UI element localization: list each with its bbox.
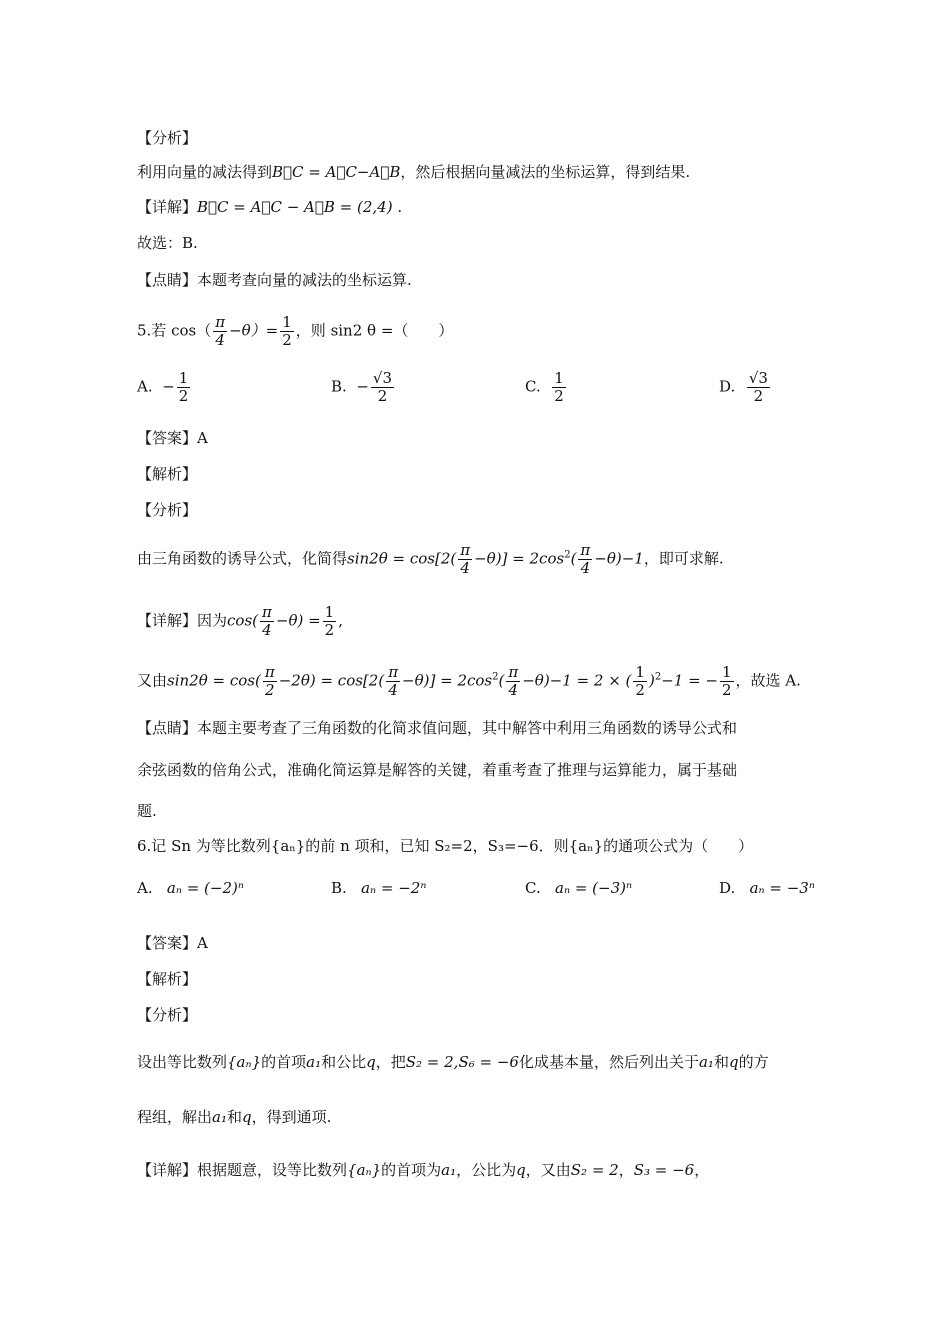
q6-detail	[137, 1160, 709, 1180]
q5-derivation-f5: )	[648, 671, 655, 690]
q6-xj-head: 【详解】	[137, 1161, 198, 1179]
q5-derivation-one-a: 1	[635, 663, 645, 681]
q5-four: 4	[215, 331, 225, 349]
q5-detail-f1: cos(	[227, 611, 259, 630]
q5-derivation-frac-pi2	[263, 664, 277, 699]
q6-option-c[interactable]	[525, 878, 632, 898]
q5-analysis-f4: −θ)−1	[594, 549, 644, 568]
q5-detail-pi: π	[262, 603, 272, 621]
q6-option-b[interactable]	[331, 878, 426, 898]
q5-derivation-sq1: 2	[492, 671, 499, 683]
q4-detail-tail: .	[392, 198, 403, 216]
q6-xj-s2: S₂ = 2	[570, 1161, 619, 1179]
q5-detail-a: 因为	[197, 611, 228, 630]
q6-fx-a1b: a₁	[698, 1053, 714, 1071]
q6-xj-2: 的首项为	[381, 1161, 442, 1179]
q5-detail-four: 4	[262, 621, 272, 639]
q5-detail	[137, 604, 343, 639]
q5-derivation-f1: sin2θ = cos(	[167, 671, 261, 690]
q5-comment-line3: 题.	[137, 802, 157, 820]
q5-option-c-num: 1	[554, 369, 564, 387]
q5-option-d-den: 2	[753, 387, 764, 405]
q5-comment-text1: 本题主要考查了三角函数的化简求值问题，其中解答中利用三角函数的诱导公式和	[197, 719, 738, 737]
q6-fx-s: S₂ = 2,S₆ = −6	[405, 1053, 519, 1071]
q6-fx-l2-a: 程组，解出	[137, 1108, 213, 1126]
q5-derivation-two-c: 2	[721, 681, 732, 699]
q5-pi: π	[215, 313, 226, 331]
q6-xj-s3: S₃ = −6	[633, 1161, 695, 1179]
q5-detail-heading: 【详解】	[137, 611, 198, 630]
q6-fx-qb: q	[728, 1053, 739, 1071]
q4-analysis-text-a: 利用向量的减法得到	[137, 163, 273, 181]
q6-option-c-formula: aₙ = (−3)ⁿ	[555, 879, 633, 897]
q5-derivation-two-a: 2	[265, 681, 275, 699]
q5-stem-frac-pi4	[213, 314, 227, 349]
q5-derivation-a: 又由	[137, 671, 168, 690]
q5-option-c-letter: C.	[525, 377, 541, 396]
q5-analysis-f1: sin2θ = cos[2(	[347, 549, 457, 568]
q5-option-d-frac	[747, 370, 770, 405]
q6-option-a-formula: aₙ = (−2)ⁿ	[166, 879, 244, 897]
q5-comment-line1	[137, 718, 737, 738]
q5-analysis-frac1	[458, 542, 472, 577]
q6-option-a-letter: A.	[137, 879, 153, 897]
q5-option-c[interactable]	[525, 370, 568, 405]
q5-option-a-sign: −	[162, 377, 175, 396]
q5-analysis-b: ，即可求解.	[643, 549, 724, 568]
q5-option-a-num: 1	[178, 369, 189, 387]
q4-choice: 故选：B.	[137, 234, 198, 252]
q5-comment-line2: 余弦函数的倍角公式，准确化简运算是解答的关键，着重考查了推理与运算能力，属于基础	[137, 761, 738, 779]
q6-answer: 【答案】A	[137, 934, 208, 952]
q6-stem: 6.记 Sn 为等比数列{aₙ}的前 n 项和，已知 S₂=2，S₃=−6．则{aₙ}的通项公式为（ ）	[137, 837, 754, 855]
q4-detail-formula: B⃗C = A⃗C − A⃗B = (2,4)	[197, 198, 393, 216]
q5-derivation-sq2: 2	[654, 671, 662, 683]
q5-derivation-frac-pi4a	[386, 664, 400, 699]
q5-stem	[137, 314, 453, 349]
q6-option-c-letter: C.	[525, 879, 541, 897]
q6-fx-a1: a₁	[306, 1053, 322, 1071]
q6-fx-4: ，把	[375, 1053, 406, 1071]
q6-option-b-formula: aₙ = −2ⁿ	[361, 879, 427, 897]
q5-stem-a: 5.若 cos（	[137, 321, 212, 340]
q6-option-b-letter: B.	[331, 879, 347, 897]
q5-option-a[interactable]	[137, 370, 192, 405]
q5-option-d[interactable]	[719, 370, 772, 405]
q6-option-d-letter: D.	[719, 879, 736, 897]
q6-fx-l2-c: ，得到通项.	[251, 1108, 332, 1126]
q5-derivation-pi-a: π	[264, 663, 275, 681]
q4-analysis-text-b: ，然后根据向量减法的坐标运算，得到结果.	[400, 163, 691, 181]
q5-option-b-den: 2	[377, 387, 388, 405]
q6-fx-2: 的首项	[261, 1053, 307, 1071]
q5-detail-f2: −θ) =	[275, 611, 321, 630]
q6-xj-4: ，又由	[525, 1161, 571, 1179]
q6-analysis-heading: 【分析】	[137, 1006, 198, 1024]
q6-fx-l2-q: q	[242, 1108, 252, 1126]
q6-analysis-line2	[137, 1107, 331, 1127]
q5-minus-theta: −θ）=	[229, 321, 279, 340]
q5-derivation-frac-half2	[720, 664, 734, 699]
q5-option-b-frac	[371, 370, 394, 405]
q5-option-c-frac	[552, 370, 566, 405]
q6-xj-6: ，	[694, 1161, 710, 1179]
q6-xj-a1: a₁	[441, 1161, 457, 1179]
q5-analysis-sq: 2	[564, 549, 571, 561]
q5-analysis-frac2	[578, 542, 592, 577]
q5-stem-frac-half	[280, 314, 294, 349]
q6-analysis-line1	[137, 1052, 769, 1072]
q5-derivation-four-c: 4	[508, 681, 519, 699]
q5-detail-frac-pi4	[260, 604, 274, 639]
q5-analysis-f2: −θ)] = 2cos	[474, 549, 565, 568]
q5-analysis-a: 由三角函数的诱导公式，化简得	[137, 549, 348, 568]
q5-derivation-paren: (	[498, 671, 505, 690]
q6-xj-q: q	[516, 1161, 526, 1179]
q5-option-a-letter: A.	[137, 377, 153, 396]
q5-option-b-letter: B.	[331, 377, 347, 396]
q6-fx-q: q	[366, 1053, 376, 1071]
q4-detail	[137, 197, 402, 217]
q4-analysis-heading: 【分析】	[137, 129, 198, 147]
q5-option-b-num: √3	[372, 369, 393, 387]
q6-fx-3: 和公比	[321, 1053, 367, 1071]
q6-option-d-formula: aₙ = −3ⁿ	[749, 879, 815, 897]
q5-option-a-den: 2	[178, 387, 189, 405]
q5-analysis-heading: 【分析】	[137, 501, 198, 519]
q4-comment-text: 本题考查向量的减法的坐标运算.	[197, 271, 412, 289]
q5-analysis	[137, 542, 724, 577]
q5-option-d-letter: D.	[719, 377, 736, 396]
q5-derivation-one-b: 1	[721, 663, 732, 681]
q5-derivation-pi-c: π	[508, 663, 519, 681]
q5-derivation-f3: −θ)] = 2cos	[402, 671, 493, 690]
q5-derivation	[137, 664, 801, 699]
q5-derivation-frac-half1	[633, 664, 647, 699]
q4-analysis-text	[137, 162, 690, 182]
q5-detail-two: 2	[324, 621, 335, 639]
q6-option-d[interactable]	[719, 878, 815, 898]
q4-detail-heading: 【详解】	[137, 198, 198, 216]
q5-derivation-pi-b: π	[388, 663, 399, 681]
q4-comment	[137, 270, 412, 290]
q5-stem-b: ，则 sin2 θ =（ ）	[295, 321, 454, 340]
q4-analysis-formula: B⃗C = A⃗C−A⃗B	[272, 163, 401, 181]
q5-analysis-four1: 4	[460, 559, 470, 577]
q6-fx-5: 化成基本量，然后列出关于	[518, 1053, 699, 1071]
q6-fx-7: 的方	[738, 1053, 769, 1071]
q6-fx-l2-a1: a₁	[212, 1108, 227, 1126]
q5-derivation-four-b: 4	[388, 681, 398, 699]
q6-xj-an: {aₙ}	[347, 1161, 382, 1179]
q5-analysis-pi1: π	[460, 541, 471, 559]
q5-derivation-f2: −2θ) = cos[2(	[278, 671, 385, 690]
q5-two: 2	[282, 331, 292, 349]
q5-solution-heading: 【解析】	[137, 465, 198, 483]
q6-xj-3: ，公比为	[456, 1161, 517, 1179]
q5-option-c-den: 2	[554, 387, 564, 405]
q5-option-b-sign: −	[356, 377, 369, 396]
q5-one: 1	[282, 313, 292, 331]
q6-solution-heading: 【解析】	[137, 970, 198, 988]
q5-option-b[interactable]	[331, 370, 396, 405]
q5-detail-frac-half	[323, 604, 337, 639]
q6-fx-l2-b: 和	[226, 1108, 242, 1126]
q5-derivation-two-b: 2	[635, 681, 645, 699]
q5-option-a-frac	[177, 370, 191, 405]
q5-derivation-tail: ，故选 A.	[735, 671, 801, 690]
q6-fx-1: 设出等比数列	[137, 1053, 228, 1071]
q6-fx-6: 和	[713, 1053, 729, 1071]
q5-derivation-f4: −θ)−1 = 2 × (	[522, 671, 632, 690]
q5-detail-tail: ,	[338, 611, 343, 630]
q5-answer: 【答案】A	[137, 429, 208, 447]
q5-derivation-f6: −1 = −	[661, 671, 718, 690]
q6-option-a[interactable]	[137, 878, 244, 898]
q5-comment-heading: 【点睛】	[137, 719, 198, 737]
q4-comment-heading: 【点睛】	[137, 271, 198, 289]
q5-analysis-four2: 4	[580, 559, 591, 577]
q5-analysis-pi2: π	[580, 541, 591, 559]
q6-xj-1: 根据题意，设等比数列	[197, 1161, 348, 1179]
q5-option-d-num: √3	[748, 369, 768, 387]
q6-fx-an: {aₙ}	[227, 1053, 262, 1071]
q5-derivation-frac-pi4b	[506, 664, 520, 699]
q6-xj-5: ，	[618, 1161, 634, 1179]
q5-detail-one: 1	[324, 603, 335, 621]
q5-analysis-f3: (	[570, 549, 577, 568]
